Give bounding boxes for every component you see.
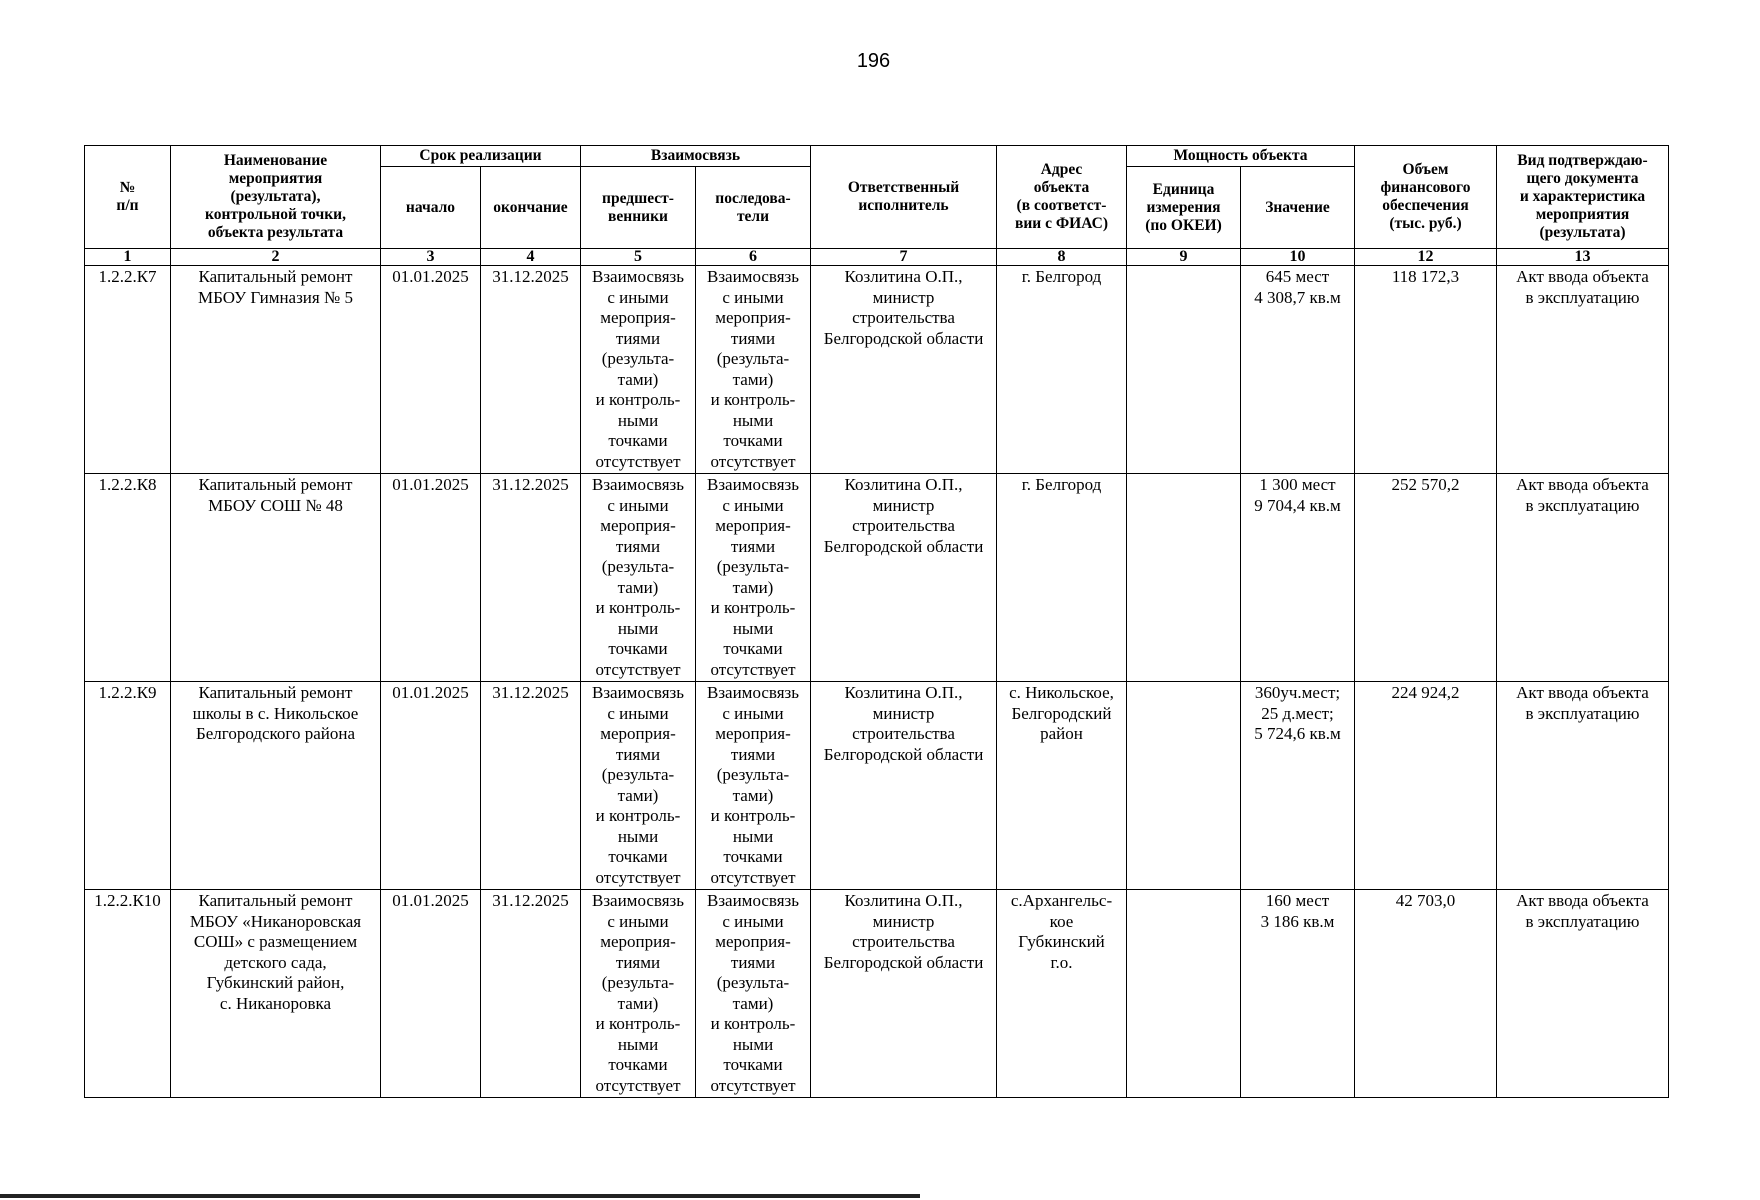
table-row xyxy=(85,890,1669,1098)
text-line: отсутствует xyxy=(595,1075,681,1095)
cell-no: 1.2.2.К7 xyxy=(85,266,171,474)
text-line: (результа- xyxy=(716,349,790,368)
header-executor xyxy=(811,146,997,249)
text-line: Капитальный ремонт xyxy=(198,891,353,910)
column-number: 1 xyxy=(85,249,171,266)
cell-no: 1.2.2.К9 xyxy=(85,682,171,890)
text-line: Акт ввода объекта xyxy=(1516,475,1649,494)
text-line: строительства xyxy=(852,516,955,535)
text-line: Единица xyxy=(1152,180,1215,198)
cell-end: 31.12.2025 xyxy=(481,474,581,682)
text-line: Взаимосвязь xyxy=(706,267,799,286)
text-line: щего документа xyxy=(1526,170,1639,187)
text-line: МБОУ «Никаноровская xyxy=(189,911,362,931)
text-line: и контроль- xyxy=(710,806,796,825)
text-line: (в соответст- xyxy=(1016,197,1107,214)
text-line: кое xyxy=(1049,911,1074,931)
cell-unit xyxy=(1127,890,1241,1098)
text-line: Белгородский xyxy=(1011,703,1112,723)
text-line: Козлитина О.П., xyxy=(844,267,963,286)
cell-address xyxy=(997,682,1127,890)
cell-value xyxy=(1241,890,1355,1098)
text-line: тели xyxy=(736,207,770,225)
text-line: Взаимосвязь xyxy=(706,891,799,910)
text-line: точками xyxy=(723,847,783,866)
text-line: г. Белгород xyxy=(1021,475,1102,494)
column-number: 8 xyxy=(997,249,1127,266)
cell-no: 1.2.2.К8 xyxy=(85,474,171,682)
cell-doc-type xyxy=(1497,682,1669,890)
text-line: мероприятия xyxy=(1535,206,1630,223)
cell-value xyxy=(1241,266,1355,474)
text-line: министр xyxy=(872,287,935,307)
text-line: Капитальный ремонт xyxy=(198,683,353,702)
text-line: ными xyxy=(617,1034,659,1054)
text-line: с. Никаноровка xyxy=(219,993,332,1013)
text-line: в эксплуатацию xyxy=(1525,287,1640,307)
cell-name xyxy=(171,890,381,1098)
text-line: 4 308,7 кв.м xyxy=(1254,287,1341,307)
cell-address xyxy=(997,266,1127,474)
cell-executor xyxy=(811,474,997,682)
text-line: с иными xyxy=(607,495,669,515)
text-line: отсутствует xyxy=(595,659,681,679)
text-line: 3 186 кв.м xyxy=(1260,911,1335,931)
text-line: с.Архангельс- xyxy=(1010,891,1113,910)
text-line: Взаимосвязь xyxy=(591,475,684,494)
text-line: с иными xyxy=(607,287,669,307)
text-line: Взаимосвязь xyxy=(591,891,684,910)
cell-finance: 224 924,2 xyxy=(1355,682,1497,890)
header-doc-type xyxy=(1497,146,1669,249)
cell-value xyxy=(1241,682,1355,890)
table-row xyxy=(85,682,1669,890)
text-line: (результа- xyxy=(716,557,790,576)
text-line: (результа- xyxy=(601,557,675,576)
page-number: 196 xyxy=(856,50,891,72)
cell-finance: 118 172,3 xyxy=(1355,266,1497,474)
header-term-start: начало xyxy=(381,167,481,249)
text-line: ными xyxy=(732,826,774,846)
cell-address xyxy=(997,890,1127,1098)
text-line: с иными xyxy=(722,703,784,723)
cell-finance: 42 703,0 xyxy=(1355,890,1497,1098)
text-line: Белгородской области xyxy=(823,536,984,556)
text-line: точками xyxy=(723,639,783,658)
text-line: тиями xyxy=(730,952,776,972)
text-line: с иными xyxy=(607,703,669,723)
bottom-rule xyxy=(0,1194,920,1198)
column-number: 13 xyxy=(1497,249,1669,266)
text-line: 645 мест xyxy=(1265,267,1330,286)
text-line: ными xyxy=(732,410,774,430)
text-line: тиями xyxy=(615,952,661,972)
header-cap-unit xyxy=(1127,167,1241,249)
text-line: тами) xyxy=(732,369,774,389)
column-number: 3 xyxy=(381,249,481,266)
cell-finance: 252 570,2 xyxy=(1355,474,1497,682)
text-line: № xyxy=(119,179,136,196)
text-line: (результа- xyxy=(601,765,675,784)
text-line: Губкинский xyxy=(1018,932,1105,951)
header-capacity: Мощность объекта xyxy=(1127,146,1355,167)
text-line: строительства xyxy=(852,724,955,743)
text-line: тами) xyxy=(732,785,774,805)
text-line: тами) xyxy=(617,785,659,805)
cell-address xyxy=(997,474,1127,682)
text-line: и характеристика xyxy=(1519,188,1646,205)
text-line: мероприя- xyxy=(600,724,676,743)
text-line: тами) xyxy=(617,993,659,1013)
header-rel-next xyxy=(696,167,811,249)
column-number: 2 xyxy=(171,249,381,266)
header-name xyxy=(171,146,381,249)
text-line: тиями xyxy=(730,536,776,556)
cell-end: 31.12.2025 xyxy=(481,890,581,1098)
cell-predecessors xyxy=(581,266,696,474)
text-line: точками xyxy=(608,847,668,866)
cell-no: 1.2.2.К10 xyxy=(85,890,171,1098)
text-line: с иными xyxy=(722,911,784,931)
text-line: строительства xyxy=(852,932,955,951)
text-line: (результа- xyxy=(601,973,675,992)
text-line: Ответственный xyxy=(847,179,960,196)
text-line: предшест- xyxy=(602,189,674,207)
text-line: (по ОКЕИ) xyxy=(1145,216,1222,234)
cell-doc-type xyxy=(1497,266,1669,474)
text-line: Белгородской области xyxy=(823,952,984,972)
cell-successors xyxy=(696,890,811,1098)
text-line: вии с ФИАС) xyxy=(1014,215,1108,232)
cell-successors xyxy=(696,474,811,682)
text-line: Белгородской области xyxy=(823,744,984,764)
cell-successors xyxy=(696,682,811,890)
header-cap-value: Значение xyxy=(1241,167,1355,249)
text-line: п/п xyxy=(116,197,139,214)
text-line: Объем xyxy=(1402,161,1449,178)
text-line: точками xyxy=(608,639,668,658)
text-line: тиями xyxy=(615,744,661,764)
text-line: СОШ» с размещением xyxy=(193,932,358,951)
text-line: контрольной точки, xyxy=(205,206,346,223)
table-body xyxy=(85,266,1669,1098)
text-line: и контроль- xyxy=(595,598,681,617)
text-line: венники xyxy=(608,207,668,225)
text-line: тами) xyxy=(732,993,774,1013)
text-line: исполнитель xyxy=(858,197,949,214)
text-line: МБОУ Гимназия № 5 xyxy=(198,287,353,307)
text-line: и контроль- xyxy=(710,1014,796,1033)
text-line: Капитальный ремонт xyxy=(198,267,353,286)
text-line: Взаимосвязь xyxy=(706,475,799,494)
text-line: тами) xyxy=(732,577,774,597)
header-term-end: окончание xyxy=(481,167,581,249)
text-line: отсутствует xyxy=(710,659,796,679)
text-line: отсутствует xyxy=(595,867,681,887)
text-line: с иными xyxy=(722,287,784,307)
header-finance xyxy=(1355,146,1497,249)
text-line: район xyxy=(1040,724,1083,743)
text-line: объекта xyxy=(1033,179,1090,196)
text-line: в эксплуатацию xyxy=(1525,911,1640,931)
text-line: Капитальный ремонт xyxy=(198,475,353,494)
text-line: обеспечения xyxy=(1382,197,1469,214)
cell-unit xyxy=(1127,266,1241,474)
text-line: мероприя- xyxy=(715,516,791,535)
text-line: Взаимосвязь xyxy=(591,267,684,286)
text-line: точками xyxy=(608,431,668,450)
cell-successors xyxy=(696,266,811,474)
cell-predecessors xyxy=(581,682,696,890)
text-line: и контроль- xyxy=(595,1014,681,1033)
text-line: Вид подтверждаю- xyxy=(1517,152,1648,169)
text-line: (результа- xyxy=(716,765,790,784)
cell-executor xyxy=(811,266,997,474)
column-number: 12 xyxy=(1355,249,1497,266)
text-line: Акт ввода объекта xyxy=(1516,267,1649,286)
table-row xyxy=(85,266,1669,474)
text-line: в эксплуатацию xyxy=(1525,703,1640,723)
text-line: отсутствует xyxy=(710,1075,796,1095)
text-line: министр xyxy=(872,911,935,931)
text-line: тиями xyxy=(615,328,661,348)
text-line: (результа- xyxy=(601,349,675,368)
text-line: Козлитина О.П., xyxy=(844,891,963,910)
cell-start: 01.01.2025 xyxy=(381,474,481,682)
cell-predecessors xyxy=(581,474,696,682)
text-line: (результата) xyxy=(1539,224,1626,241)
text-line: Губкинский район, xyxy=(206,973,345,992)
cell-doc-type xyxy=(1497,890,1669,1098)
text-line: тами) xyxy=(617,369,659,389)
text-line: Взаимосвязь xyxy=(706,683,799,702)
text-line: отсутствует xyxy=(710,867,796,887)
text-line: школы в с. Никольское xyxy=(192,703,359,723)
cell-end: 31.12.2025 xyxy=(481,266,581,474)
text-line: тами) xyxy=(617,577,659,597)
text-line: мероприя- xyxy=(600,932,676,951)
text-line: ными xyxy=(617,826,659,846)
activities-table xyxy=(84,145,1669,1098)
cell-name xyxy=(171,474,381,682)
text-line: мероприя- xyxy=(715,932,791,951)
text-line: Акт ввода объекта xyxy=(1516,683,1649,702)
text-line: тиями xyxy=(730,744,776,764)
text-line: МБОУ СОШ № 48 xyxy=(208,495,343,515)
cell-doc-type xyxy=(1497,474,1669,682)
text-line: отсутствует xyxy=(710,451,796,471)
text-line: и контроль- xyxy=(595,806,681,825)
text-line: (результа- xyxy=(716,973,790,992)
text-line: Наименование xyxy=(223,152,328,169)
text-line: ными xyxy=(732,1034,774,1054)
table-header xyxy=(85,146,1669,266)
text-line: 9 704,4 кв.м xyxy=(1254,495,1341,515)
header-term: Срок реализации xyxy=(381,146,581,167)
text-line: 360уч.мест; xyxy=(1254,683,1341,702)
text-line: 5 724,6 кв.м xyxy=(1254,724,1341,743)
text-line: детского сада, xyxy=(224,952,327,972)
text-line: отсутствует xyxy=(595,451,681,471)
text-line: Адрес xyxy=(1040,161,1083,178)
text-line: ными xyxy=(617,410,659,430)
text-line: точками xyxy=(723,431,783,450)
column-number: 9 xyxy=(1127,249,1241,266)
text-line: 1 300 мест xyxy=(1259,475,1336,494)
text-line: с иными xyxy=(722,495,784,515)
cell-unit xyxy=(1127,682,1241,890)
text-line: мероприя- xyxy=(600,308,676,327)
column-number: 7 xyxy=(811,249,997,266)
text-line: точками xyxy=(723,1055,783,1074)
text-line: и контроль- xyxy=(595,390,681,409)
text-line: финансового xyxy=(1380,179,1471,196)
cell-value xyxy=(1241,474,1355,682)
text-line: ными xyxy=(732,618,774,638)
text-line: Козлитина О.П., xyxy=(844,683,963,702)
text-line: мероприя- xyxy=(715,724,791,743)
cell-start: 01.01.2025 xyxy=(381,682,481,890)
text-line: ными xyxy=(617,618,659,638)
text-line: (результата), xyxy=(230,188,321,205)
text-line: Козлитина О.П., xyxy=(844,475,963,494)
text-line: Белгородской области xyxy=(823,328,984,348)
column-number-row xyxy=(85,249,1669,266)
text-line: Акт ввода объекта xyxy=(1516,891,1649,910)
text-line: измерения xyxy=(1146,198,1221,216)
table-row xyxy=(85,474,1669,682)
text-line: (тыс. руб.) xyxy=(1389,215,1462,232)
text-line: мероприятия xyxy=(228,170,323,187)
text-line: с. Никольское, xyxy=(1009,683,1114,702)
text-line: г. Белгород xyxy=(1021,267,1102,286)
cell-predecessors xyxy=(581,890,696,1098)
cell-executor xyxy=(811,890,997,1098)
column-number: 4 xyxy=(481,249,581,266)
header-no xyxy=(85,146,171,249)
text-line: 25 д.мест; xyxy=(1261,703,1334,723)
text-line: и контроль- xyxy=(710,390,796,409)
cell-unit xyxy=(1127,474,1241,682)
text-line: тиями xyxy=(615,536,661,556)
text-line: Белгородского района xyxy=(195,724,356,743)
text-line: в эксплуатацию xyxy=(1525,495,1640,515)
cell-name xyxy=(171,682,381,890)
text-line: мероприя- xyxy=(600,516,676,535)
text-line: и контроль- xyxy=(710,598,796,617)
text-line: мероприя- xyxy=(715,308,791,327)
text-line: министр xyxy=(872,495,935,515)
text-line: объекта результата xyxy=(207,224,344,241)
cell-name xyxy=(171,266,381,474)
text-line: 160 мест xyxy=(1265,891,1330,910)
text-line: тиями xyxy=(730,328,776,348)
text-line: с иными xyxy=(607,911,669,931)
cell-executor xyxy=(811,682,997,890)
text-line: строительства xyxy=(852,308,955,327)
column-number: 5 xyxy=(581,249,696,266)
column-number: 10 xyxy=(1241,249,1355,266)
header-address xyxy=(997,146,1127,249)
text-line: последова- xyxy=(715,189,791,207)
text-line: министр xyxy=(872,703,935,723)
text-line: точками xyxy=(608,1055,668,1074)
cell-end: 31.12.2025 xyxy=(481,682,581,890)
text-line: Взаимосвязь xyxy=(591,683,684,702)
column-number: 6 xyxy=(696,249,811,266)
cell-start: 01.01.2025 xyxy=(381,266,481,474)
header-rel-prev xyxy=(581,167,696,249)
cell-start: 01.01.2025 xyxy=(381,890,481,1098)
text-line: г.о. xyxy=(1050,952,1073,972)
header-relation: Взаимосвязь xyxy=(581,146,811,167)
